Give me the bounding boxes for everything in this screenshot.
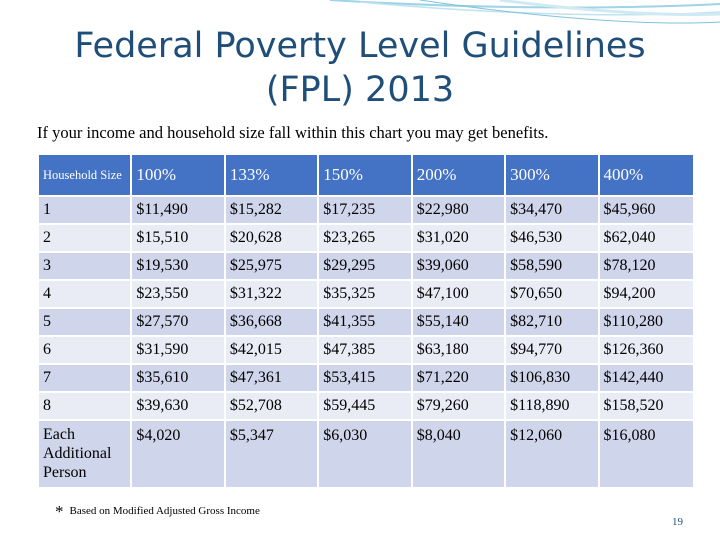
income-cell: $31,020 [413,225,504,251]
header-200: 200% [413,155,504,195]
income-cell: $118,890 [506,393,597,419]
income-cell: $29,295 [319,253,410,279]
income-cell: $35,610 [132,365,223,391]
income-cell: $36,668 [226,309,317,335]
household-size-cell: 5 [39,309,130,335]
income-cell: $5,347 [226,421,317,487]
income-cell: $42,015 [226,337,317,363]
income-cell: $41,355 [319,309,410,335]
income-cell: $158,520 [600,393,693,419]
income-cell: $62,040 [600,225,693,251]
income-cell: $46,530 [506,225,597,251]
income-cell: $23,550 [132,281,223,307]
income-cell: $17,235 [319,197,410,223]
page-number: 19 [672,516,683,528]
income-cell: $55,140 [413,309,504,335]
income-cell: $34,470 [506,197,597,223]
household-size-cell: 2 [39,225,130,251]
household-size-cell: 1 [39,197,130,223]
header-133: 133% [226,155,317,195]
table-row [39,393,693,419]
income-cell: $53,415 [319,365,410,391]
income-cell: $110,280 [600,309,693,335]
household-size-cell: 3 [39,253,130,279]
household-size-cell: 8 [39,393,130,419]
income-cell: $45,960 [600,197,693,223]
income-cell: $52,708 [226,393,317,419]
income-cell: $8,040 [413,421,504,487]
income-cell: $15,282 [226,197,317,223]
header-300: 300% [506,155,597,195]
table-row [39,197,693,223]
income-cell: $19,530 [132,253,223,279]
page-title [0,24,720,112]
income-cell: $70,650 [506,281,597,307]
household-size-cell: Each Additional Person [39,421,130,487]
income-cell: $4,020 [132,421,223,487]
income-cell: $23,265 [319,225,410,251]
income-cell: $94,770 [506,337,597,363]
income-cell: $59,445 [319,393,410,419]
income-cell: $6,030 [319,421,410,487]
header-150: 150% [319,155,410,195]
income-cell: $82,710 [506,309,597,335]
income-cell: $22,980 [413,197,504,223]
table-row [39,253,693,279]
income-cell: $47,361 [226,365,317,391]
household-size-cell: 7 [39,365,130,391]
income-cell: $31,590 [132,337,223,363]
table-row [39,421,693,487]
income-cell: $126,360 [600,337,693,363]
income-cell: $31,322 [226,281,317,307]
title-line-1: Federal Poverty Level Guidelines [74,26,646,66]
header-400: 400% [600,155,693,195]
income-cell: $15,510 [132,225,223,251]
footnote-text: Based on Modified Adjusted Gross Income [69,505,260,517]
footnote [55,502,260,522]
income-cell: $39,060 [413,253,504,279]
income-cell: $47,100 [413,281,504,307]
income-cell: $11,490 [132,197,223,223]
table-row [39,281,693,307]
table-row [39,365,693,391]
footnote-marker: * [55,502,64,521]
income-cell: $47,385 [319,337,410,363]
income-cell: $106,830 [506,365,597,391]
table-row [39,337,693,363]
income-cell: $78,120 [600,253,693,279]
income-cell: $20,628 [226,225,317,251]
income-cell: $39,630 [132,393,223,419]
income-cell: $35,325 [319,281,410,307]
income-cell: $71,220 [413,365,504,391]
income-cell: $27,570 [132,309,223,335]
table-row [39,225,693,251]
table-header-row [39,155,693,195]
table-row [39,309,693,335]
income-cell: $16,080 [600,421,693,487]
header-100: 100% [132,155,223,195]
income-cell: $58,590 [506,253,597,279]
income-cell: $142,440 [600,365,693,391]
income-cell: $79,260 [413,393,504,419]
household-size-cell: 6 [39,337,130,363]
household-size-cell: 4 [39,281,130,307]
income-cell: $94,200 [600,281,693,307]
income-cell: $63,180 [413,337,504,363]
income-cell: $25,975 [226,253,317,279]
header-household-size: Household Size [39,155,130,195]
income-cell: $12,060 [506,421,597,487]
subtitle: If your income and household size fall within this chart you may get benefits. [37,123,549,142]
fpl-table [37,153,695,489]
title-line-2: (FPL) 2013 [265,70,455,110]
